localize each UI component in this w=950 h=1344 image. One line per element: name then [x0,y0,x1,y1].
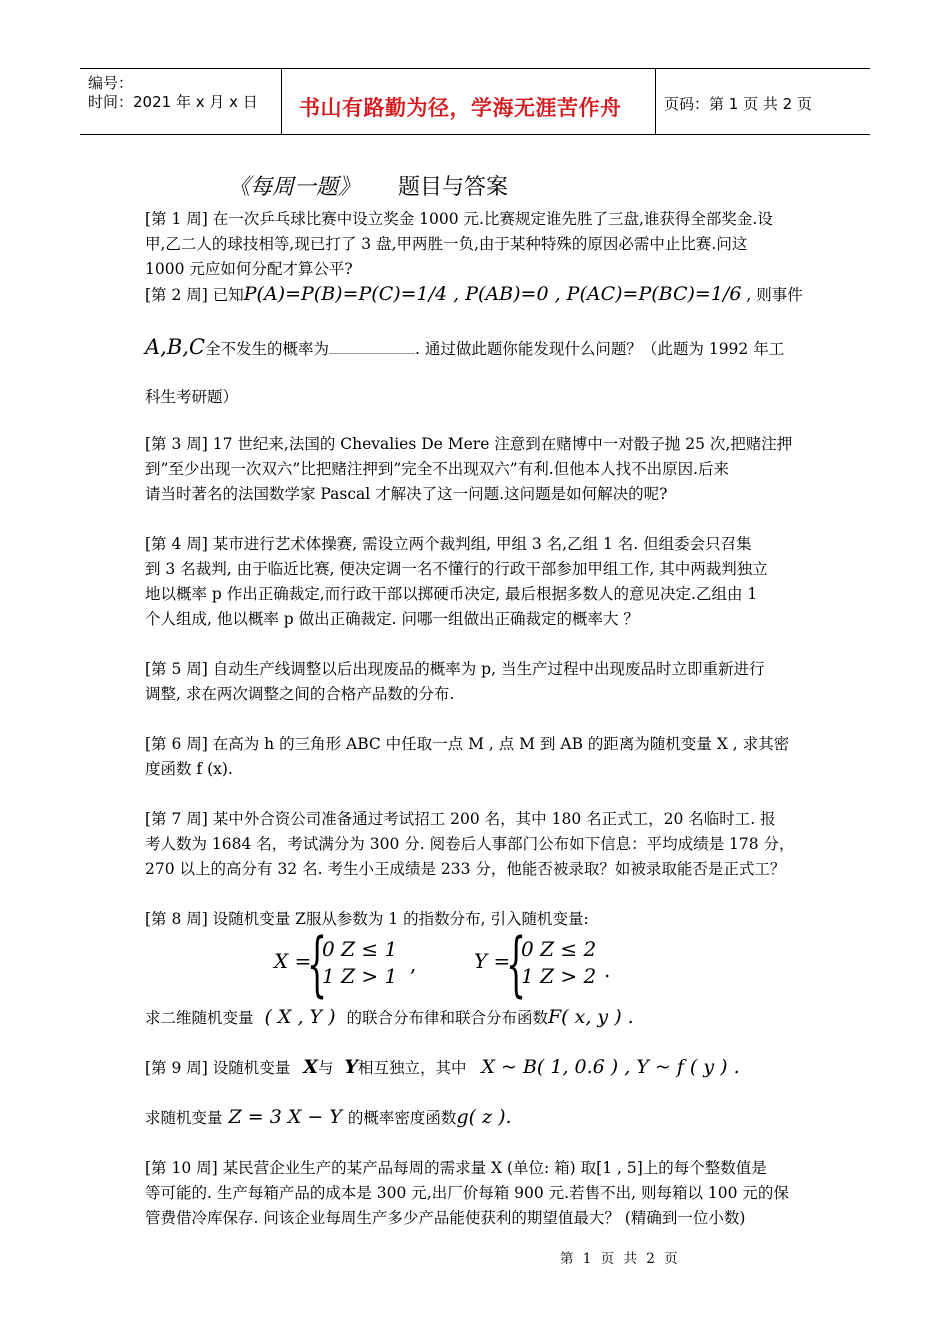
q4-line2: 到 3 名裁判, 由于临近比赛, 便决定调一名不懂行的行政干部参加甲组工作, 其中两裁判独立 [145,560,768,578]
page-title [228,170,508,201]
title-main: 《每周一题》 [228,175,361,200]
q8-line2 [145,1006,634,1028]
question-5 [145,657,810,707]
q1-line1: [第 1 周] 在一次乒乓球比赛中设立奖金 1000 元.比赛规定谁先胜了三盘,谁获得全部奖金.设 [145,210,773,228]
q6-line2: 度函数 f (x). [145,760,233,778]
q3-line1: [第 3 周] 17 世纪来,法国的 Chevalies De Mere 注意到在赌博中一对骰子抛 25 次,把赌注押 [145,435,793,453]
q10-line1: [第 10 周] 某民营企业生产的某产品每周的需求量 X (单位: 箱) 取[1 , 5]上的每个整数值是 [145,1159,767,1177]
q7-line2: 考人数为 1684 名，考试满分为 300 分. 阅卷后人事部门公布如下信息：平均成绩是 178 分， [145,835,795,853]
header-divider-left [281,68,282,134]
q10-line2: 等可能的. 生产每箱产品的成本是 300 元,出厂价每箱 900 元.若售不出, 则每箱以 100 元的保 [145,1184,789,1202]
page-footer: 第 1 页 共 2 页 [560,1251,679,1267]
q5-line1: [第 5 周] 自动生产线调整以后出现废品的概率为 p, 当生产过程中出现废品时立即重新进行 [145,660,765,678]
q1-line2: 甲,乙二人的球技相等,现已打了 3 盘,甲两胜一负,由于某种特殊的原因必需中止比赛.问这 [145,235,748,253]
question-2-line1 [145,283,803,305]
q8-line1: [第 8 周] 设随机变量 Z服从参数为 1 的指数分布, 引入随机变量: [145,910,589,928]
question-2-line2 [145,333,784,359]
q8-x-brace: { [307,923,328,1005]
q2-line2-text: 全不发生的概率为 [205,340,330,358]
question-3 [145,432,810,507]
q2-formula: P(A)=P(B)=P(C)=1/4 , P(AB)=0 , P(AC)=P(BC)=1/6 [243,283,742,305]
question-9-line2 [145,1106,512,1128]
q3-line2: 到”至少出现一次双六”比把赌注押到”完全不出现双六”有利.但他本人找不出原因.后来 [145,460,730,478]
q2-line3: 科生考研题） [145,388,239,406]
q3-line3: 请当时著名的法国数学家 Pascal 才解决了这一问题.这问题是如何解决的呢? [145,485,668,503]
q6-line1: [第 6 周] 在高为 h 的三角形 ABC 中任取一点 M , 点 M 到 AB 的距离为随机变量 X , 求其密 [145,735,790,753]
header-time-label: 时间：2021 年 x 月 x 日 [88,93,258,111]
q4-line1: [第 4 周] 某市进行艺术体操赛, 需设立两个裁判组, 甲组 3 名,乙组 1 名. 但组委会只召集 [145,535,752,553]
q8-y-brace: { [506,923,527,1005]
q8-pair: ( X , Y ) [264,1006,336,1028]
header-page-label: 页码：第 1 页 共 2 页 [664,95,812,113]
q2-answer-blank [329,333,415,354]
q5-line2: 调整, 求在两次调整之间的合格产品数的分布. [145,685,455,703]
question-7 [145,807,810,882]
q2-events: A,B,C [145,335,206,359]
q9-dist: X ~ B( 1, 0.6 ) , Y ~ f ( y ) . [481,1056,740,1078]
q9-yvar: Y [344,1056,358,1078]
q8-x-lhs: X = [274,949,312,973]
q1-line3: 1000 元应如何分配才算公平? [145,260,353,278]
q4-line4: 个人组成, 他以概率 p 做出正确裁定. 问哪一组做出正确裁定的概率大 ？ [145,610,639,628]
question-9-line1 [145,1056,740,1078]
q7-line3: 270 以上的高分有 32 名. 考生小王成绩是 233 分，他能否被录取？如被录取能否是正式工？ [145,860,786,878]
question-4 [145,532,810,632]
q9-gz: g( z ). [456,1106,512,1128]
header-bottom-rule [80,134,870,135]
header-number-label: 编号： [88,74,134,92]
q9-zdef: Z = 3 X − Y [228,1106,342,1128]
question-1 [145,207,810,282]
question-8 [145,907,810,932]
header-top-rule [80,68,870,69]
q8-x-comma: , [410,952,417,976]
q10-line3: 管费借冷库保存. 问该企业每周生产多少产品能使获利的期望值最大？ (精确到一位小数) [145,1209,746,1227]
question-6 [145,732,810,782]
q9-line1-text: [第 9 周] 设随机变量 [145,1059,291,1077]
q9-line2-text-b: 的概率密度函数 [347,1109,457,1127]
q8-y-dot: . [604,958,611,982]
header-divider-right [655,68,656,134]
q2-prefix: [第 2 周] 已知 [145,286,244,304]
q8-line2-text: 求二维随机变量 [145,1009,254,1027]
q8-x-row2: 1 Z > 1 [322,964,398,988]
q9-xvar: X [303,1056,318,1078]
q8-x-row1: 0 Z ≤ 1 [322,937,398,961]
q9-with: 与 [317,1059,334,1077]
q9-line1-text-b: 相互独立，其中 [357,1059,467,1077]
q8-y-lhs: Y = [474,949,511,973]
q2-suffix: , 则事件 [741,286,803,304]
q8-y-row1: 0 Z ≤ 2 [521,937,597,961]
q2-line2-rest: . 通过做此题你能发现什么问题？（此题为 1992 年工 [415,340,785,358]
question-10 [145,1156,810,1231]
q7-line1: [第 7 周] 某中外合资公司准备通过考试招工 200 名，其中 180 名正式工，20 名临时工. 报 [145,810,776,828]
title-sub: 题目与答案 [398,175,509,200]
header-motto: 书山有路勤为径，学海无涯苦作舟 [299,96,622,120]
q9-line2-text: 求随机变量 [145,1109,223,1127]
q8-func: F( x, y ) . [548,1006,634,1028]
q8-line2-text-b: 的联合分布律和联合分布函数 [346,1009,548,1027]
q4-line3: 地以概率 p 作出正确裁定,而行政干部以掷硬币决定, 最后根据多数人的意见决定.乙组由 1 [145,585,758,603]
q8-y-row2: 1 Z > 2 [521,964,597,988]
